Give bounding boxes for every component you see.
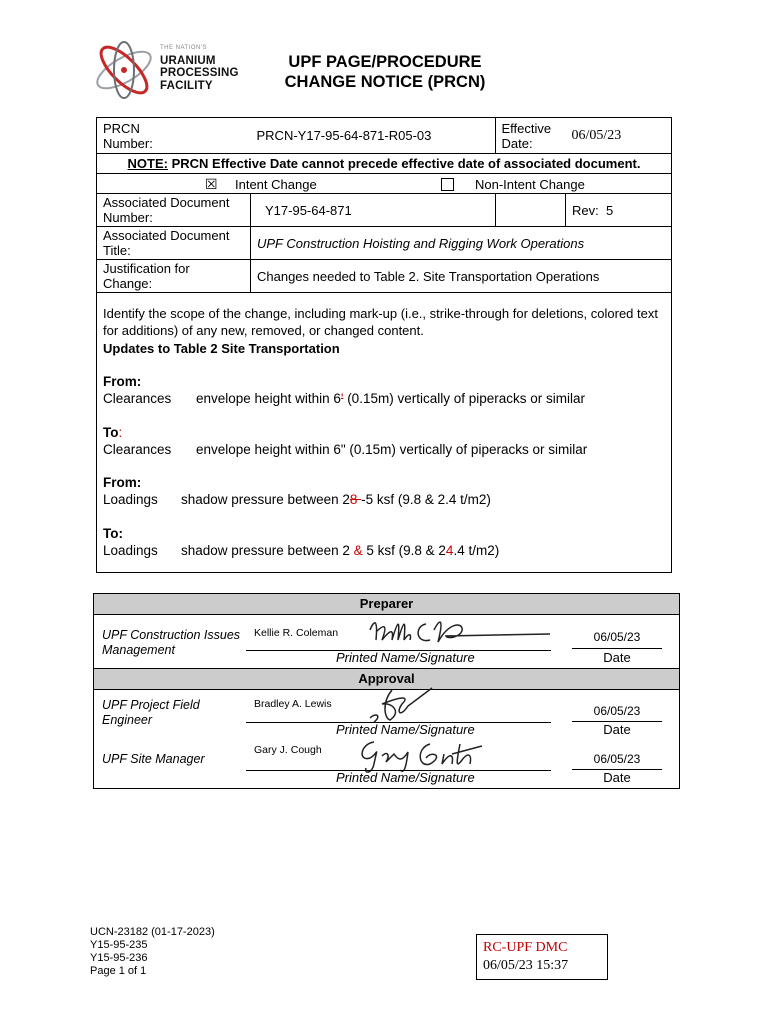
- assoc-doc-title-value: UPF Construction Hoisting and Rigging Work Operations: [251, 227, 672, 260]
- stamp-timestamp: 06/05/23 15:37: [483, 958, 569, 973]
- effective-date-value: 06/05/23: [566, 118, 672, 154]
- assoc-title-label-2: Title:: [103, 243, 131, 258]
- approver-2-role: UPF Site Manager: [102, 752, 205, 766]
- nonintent-change-label: Non-Intent Change: [475, 177, 585, 192]
- assoc-doc-number-spacer: [495, 194, 566, 227]
- approver-1-date: 06/05/23: [593, 704, 641, 718]
- approver-2-printed-caption: Printed Name/Signature: [336, 770, 475, 785]
- to2-text-c: .4 t/m2): [453, 543, 500, 558]
- to1-colon: :: [118, 425, 123, 440]
- prcn-number-label: [97, 118, 251, 154]
- note-text: PRCN Effective Date cannot precede effective date of associated document.: [167, 156, 641, 171]
- to-label-2: To:: [103, 526, 123, 541]
- approver-2-date: 06/05/23: [593, 752, 641, 766]
- to2-text-amp: &: [353, 543, 363, 558]
- to-entry-2: [103, 543, 500, 558]
- preparer-role: UPF Construction Issues Management: [102, 628, 241, 657]
- effective-label-2: Date:: [501, 136, 533, 151]
- assoc-doc-number-value: Y17-95-64-871: [265, 203, 352, 218]
- logo-line-2: PROCESSING: [160, 67, 239, 79]
- to-entry-1: [103, 442, 588, 457]
- from2-text-a: shadow pressure between 2: [181, 492, 350, 507]
- prcn-label-2: Number:: [103, 136, 153, 151]
- footer-form-number: UCN-23182 (01-17-2023): [90, 926, 215, 938]
- approval-header: Approval: [94, 668, 679, 690]
- upf-logo: [88, 34, 258, 104]
- intent-checkbox[interactable]: ☒: [205, 176, 218, 192]
- to1-label-text: To: [103, 425, 119, 440]
- to2-text-b: 5 ksf (9.8 & 2: [362, 543, 446, 558]
- preparer-name: Kellie R. Coleman: [254, 627, 339, 639]
- approver-1-date-caption: Date: [603, 722, 631, 737]
- justification-label: [97, 260, 251, 293]
- scope-heading: Updates to Table 2 Site Transportation: [103, 341, 340, 356]
- from1-text-mark: ': [340, 391, 344, 406]
- footer-ref-2: Y15-95-236: [90, 952, 148, 964]
- scope-section: [103, 305, 669, 357]
- page-number: Page 1 of 1: [90, 965, 147, 977]
- stamp-title: RC-UPF DMC: [483, 940, 568, 955]
- from2-item: Loadings: [103, 492, 158, 507]
- effective-date-note: [97, 154, 672, 174]
- assoc-num-label-2: Number:: [103, 210, 153, 225]
- effective-label-1: Effective: [501, 121, 552, 136]
- from-label-1: From:: [103, 374, 142, 389]
- to2-text-a: shadow pressure between 2: [181, 543, 354, 558]
- justification-value: Changes needed to Table 2. Site Transportation Operations: [251, 260, 672, 293]
- from1-item: Clearances: [103, 391, 172, 406]
- approver-1-signature: [362, 682, 442, 726]
- from2-text: [181, 492, 491, 507]
- from2-text-strike: 8: [349, 492, 362, 507]
- from1-text-a: envelope height within 6: [196, 391, 341, 406]
- intent-change-label: Intent Change: [235, 177, 317, 192]
- preparer-date: 06/05/23: [593, 630, 641, 644]
- approver-2-name: Gary J. Cough: [254, 744, 322, 756]
- to1-item: Clearances: [103, 442, 172, 457]
- approver-1-role: UPF Project Field Engineer: [102, 698, 200, 727]
- title-line-1: UPF PAGE/PROCEDURE: [288, 53, 482, 71]
- change-type-row: [97, 174, 672, 194]
- from2-text-b: -5 ksf (9.8 & 2.4 t/m2): [361, 492, 491, 507]
- document-title: [250, 52, 520, 92]
- prcn-label-1: PRCN: [103, 121, 140, 136]
- approver-1-printed-caption: Printed Name/Signature: [336, 722, 475, 737]
- effective-date-label: [495, 118, 566, 154]
- approver-1-name: Bradley A. Lewis: [254, 698, 332, 710]
- from-label-2: From:: [103, 475, 142, 490]
- from-entry-1: [103, 391, 586, 406]
- title-line-2: CHANGE NOTICE (PRCN): [284, 73, 486, 91]
- from-entry-2: [103, 492, 491, 507]
- to2-text: [181, 543, 499, 558]
- footer-info: [90, 926, 215, 978]
- dmc-stamp: [476, 934, 608, 980]
- nonintent-checkbox[interactable]: [441, 178, 454, 191]
- assoc-num-label-1: Associated Document: [103, 195, 230, 210]
- revision-value: 5: [605, 202, 614, 218]
- preparer-printed-caption: Printed Name/Signature: [336, 650, 475, 665]
- from1-text-b: (0.15m) vertically of piperacks or similar: [343, 391, 586, 406]
- preparer-date-caption: Date: [603, 650, 631, 665]
- assoc-doc-title-label: [97, 227, 251, 260]
- atom-logo-icon: [88, 34, 160, 106]
- revision-cell: [566, 194, 672, 227]
- assoc-doc-number-row: [97, 194, 496, 227]
- to2-text-4: 4: [445, 543, 454, 558]
- preparer-signature: [364, 610, 554, 654]
- just-label-2: Change:: [103, 276, 153, 291]
- revision-label: Rev:: [572, 202, 599, 218]
- assoc-title-label-1: Associated Document: [103, 228, 230, 243]
- to2-item: Loadings: [103, 543, 158, 558]
- footer-ref-1: Y15-95-235: [90, 939, 148, 951]
- from1-text: [196, 391, 585, 406]
- scope-instruction: Identify the scope of the change, including mark-up (i.e., strike-through for deletions, colored text for additions) of any new, removed, or changed content.: [103, 306, 658, 338]
- preparer-date-line: [572, 648, 662, 649]
- note-prefix: NOTE:: [127, 156, 168, 171]
- preparer-header: Preparer: [94, 594, 679, 615]
- just-label-1: Justification for: [103, 261, 190, 276]
- assoc-doc-number-label: [97, 194, 251, 226]
- signature-table: [93, 593, 680, 789]
- prcn-number-value: PRCN-Y17-95-64-871-R05-03: [251, 118, 496, 154]
- logo-line-3: FACILITY: [160, 79, 213, 92]
- to1-text: envelope height within 6" (0.15m) vertically of piperacks or similar: [196, 442, 588, 457]
- logo-tagline: THE NATION'S: [160, 45, 208, 51]
- approver-2-date-caption: Date: [603, 770, 631, 785]
- logo-line-1: URANIUM: [160, 54, 216, 67]
- to-label-1: [103, 425, 122, 440]
